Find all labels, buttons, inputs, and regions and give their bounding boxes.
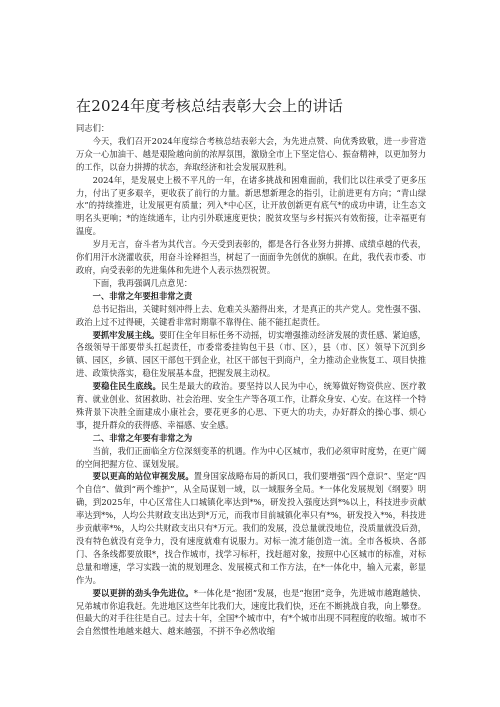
paragraph-commendation: 岁月无言，奋斗者为其代言。今天受到表彰的，都是各行各业努力拼搏、成绩卓越的代表，你们用汗水浇灌收获，用奋斗诠释担当，树起了一面面争先创优的旗帜。在此，我代表市委、市政府，向受表彰的先进集体和先进个人表示热烈祝贺。 xyxy=(76,239,426,275)
document-title: 在2024年度考核总结表彰大会上的讲话 xyxy=(76,97,343,115)
document-body xyxy=(76,122,426,638)
paragraph-opportunity: 当前，我们正面临全方位深刻变革的机遇。作为中心区城市，我们必须审时度势，在更广阔的空间把握方位、谋划发展。 xyxy=(76,445,426,469)
paragraph-perspective: 要以更高的站位审视发展。置身国家战略布局的新风口，我们要增强“四个意识”、坚定“四个自信”、做到“两个维护”，从全局谋划一域，以一域服务全局。*一体化发展规划《纲要》明确，到2025年，中心区常住人口城镇化率达到*%，研发投入强度达到*%以上，科技进步贡献率达到*%，人均公共财政支出达到*万元，而我市目前城镇化率只有*%，研发投入*%，科技进步贡献率*%，人均公共财政支出只有*万元。我们的发展，没总量就没地位，没质量就没后劲，没有特色就没有竞争力，没有速度就难有说服力。对标一流才能创造一流。全市各板块、各部门、各条线都要放眼*，找合作城市，找学习标杆，找赶超对象，按照中心区城市的标准，对标总量和增速，学习实践一流的规划理念、发展模式和工作方法，在*一体化中，输入元素，彰显作为。 xyxy=(76,471,426,585)
paragraph-quote: 总书记指出，关键时刻冲得上去、危难关头豁得出来，才是真正的共产党人。党性强不强、政治上过不过得硬，关键看非常时期靠不靠得住、能不能扛起责任。 xyxy=(76,303,426,327)
paragraph-competition: 要以更拼的劲头争先进位。*一体化是“抱团”发展，也是“抱团”竞争，先进城市越跑越快、兄弟城市你追我赶。先进地区这些年比我们大，速度比我们快，还在不断挑战自我，向上攀登。但最大的对手往往是自己。过去十年，全国*个城市中，有*个城市出现不同程度的收缩。城市不会自然惯性地越来越大、越来越强，不拼不争必然收缩 xyxy=(76,587,426,637)
paragraph-intro: 今天，我们召开2024年度综合考核总结表彰大会，为先进点赞、向优秀致敬，进一步营造万众一心加油干、越是艰险越向前的浓厚氛围，激励全市上下坚定信心、振奋精神，以更加努力的工作，以奋力拼搏的状态，奔取经济和社会发展双胜利。 xyxy=(76,135,426,172)
paragraph-livelihood: 要稳住民生底线。民生是最大的政治。要坚持以人民为中心，统筹做好物资供应、医疗教育、就业创业、贫困救助、社会治理、安全生产等各项工作，让群众身安、心安。在这样一个特殊背景下决胜全面建成小康社会，要花更多的心思、下更大的功夫，办好群众的操心事、烦心事，提升群众的获得感、幸福感、安全感。 xyxy=(76,381,426,430)
lead-phrase: 要以更拼的劲头争先进位。 xyxy=(92,587,194,598)
section-heading-2: 二、非常之年要有非常之为 xyxy=(92,432,193,443)
section-heading-1: 一、非常之年要担非常之责 xyxy=(92,290,193,301)
salutation: 同志们： xyxy=(76,123,110,133)
paragraph-review: 2024年，是发展史上极不平凡的一年，在诸多挑战和困难面前，我们比以往承受了更多压力，付出了更多艰辛，更收获了前行的力量。新思想新理念的指引，让前进更有方向；“青山绿水”的持续推进，让发展更有质量；列入*中心区，让开放创新更有底气*的成功申请，让生态文明名头更响；*的连续通车，让内引外联速度更快；脱贫攻坚与乡村振兴有效衔接，让幸福更有温度。 xyxy=(76,174,426,237)
lead-phrase: 要以更高的站位审视发展。 xyxy=(92,471,194,482)
lead-phrase: 要抓牢发展主线。 xyxy=(92,329,160,340)
paragraph-transition: 下面，我再强调几点意见： xyxy=(92,277,193,288)
lead-phrase: 要稳住民生底线。 xyxy=(92,381,162,392)
paragraph-development: 要抓牢发展主线。要盯住全年目标任务不动摇，切实增强推动经济发展的责任感、紧迫感，各级领导干部要带头扛起责任，市委常委挂钩包干县（市、区），县（市、区）领导下沉到乡镇、园区，乡镇、园区干部包干到企业，社区干部包干到商户，全力推动企业恢复工、项目快推进、政策快落实，稳住发展基本盘，把握发展主动权。 xyxy=(76,329,426,379)
